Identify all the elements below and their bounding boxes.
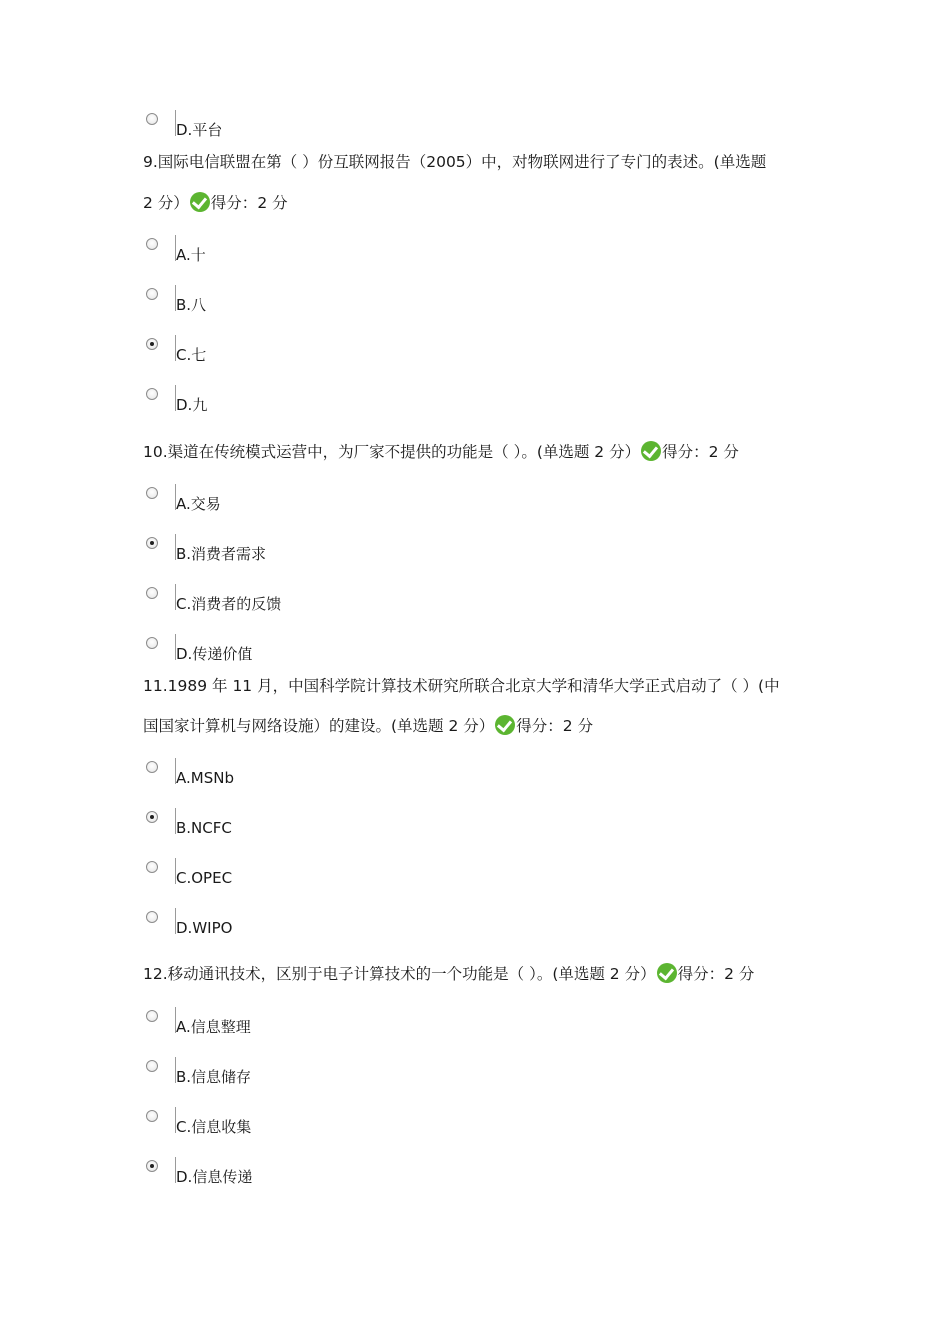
question-9-text-cont [143,192,288,212]
question-11-text-line2: 国国家计算机与网络设施）的建设。(单选题 2 分） [143,717,495,735]
q10-option-b[interactable] [143,534,743,574]
q8-option-d-label: D.平台 [176,121,223,139]
q11-option-c-label: C.OPEC [176,869,233,887]
q10-option-c-label: C.消费者的反馈 [176,595,282,613]
q11-option-c[interactable] [143,858,743,898]
q9-option-c-label: C.七 [176,346,207,364]
question-10-text-line [143,441,739,461]
score-label: 得分： [516,717,563,735]
q11-radio-c[interactable] [146,861,158,873]
q9-option-a-label: A.十 [176,246,206,264]
q12-radio-a[interactable] [146,1010,158,1022]
q12-option-c[interactable] [143,1107,743,1147]
q12-radio-b[interactable] [146,1060,158,1072]
q9-option-b[interactable] [143,285,743,325]
q11-radio-b-selected[interactable] [146,811,158,823]
q8-option-d[interactable] [143,110,743,150]
question-9-text: 9.国际电信联盟在第（ ）份互联网报告（2005）中，对物联网进行了专门的表述。(单选题 [143,153,767,171]
question-12-text-line [143,963,754,983]
q11-option-d[interactable] [143,908,743,948]
q11-option-a[interactable] [143,758,743,798]
q11-option-b-label: B.NCFC [176,819,232,837]
score-label: 得分： [210,194,258,212]
score-value: 2 分 [562,717,594,735]
correct-check-icon [657,963,677,983]
q12-radio-c[interactable] [146,1110,158,1122]
q10-option-d-label: D.传递价值 [176,645,253,663]
q9-radio-d[interactable] [146,388,158,400]
q10-radio-c[interactable] [146,587,158,599]
q11-option-a-label: A.MSNb [176,769,234,787]
q9-option-d[interactable] [143,385,743,425]
q9-radio-a[interactable] [146,238,158,250]
q9-radio-b[interactable] [146,288,158,300]
q11-option-d-label: D.WIPO [176,919,233,937]
q9-option-b-label: B.八 [176,296,207,314]
question-9-text-line2: 2 分） [143,194,189,212]
score-value: 2 分 [724,965,755,983]
q12-option-b-label: B.信息储存 [176,1068,252,1086]
score-value: 2 分 [708,443,739,461]
correct-check-icon [641,441,661,461]
question-11-text: 11.1989 年 11 月，中国科学院计算技术研究所联合北京大学和清华大学正式启动了（ ）(中 [143,677,780,695]
q9-radio-c-selected[interactable] [146,338,158,350]
q12-option-d-label: D.信息传递 [176,1168,253,1186]
q11-radio-a[interactable] [146,761,158,773]
q9-option-d-label: D.九 [176,396,208,414]
question-11-text-cont [143,715,593,735]
score-label: 得分： [677,965,725,983]
q12-option-b[interactable] [143,1057,743,1097]
q8-radio-d[interactable] [146,113,158,125]
correct-check-icon [190,192,210,212]
q12-option-a[interactable] [143,1007,743,1047]
q11-radio-d[interactable] [146,911,158,923]
q12-radio-d-selected[interactable] [146,1160,158,1172]
q10-radio-b-selected[interactable] [146,537,158,549]
q10-option-a-label: A.交易 [176,495,221,513]
q9-option-c[interactable] [143,335,743,375]
q9-option-a[interactable] [143,235,743,275]
q10-option-c[interactable] [143,584,743,624]
question-10-text: 10.渠道在传统模式运营中，为厂家不提供的功能是（ ）。(单选题 2 分） [143,443,641,461]
q12-option-d[interactable] [143,1157,743,1197]
q12-option-c-label: C.信息收集 [176,1118,252,1136]
score-value: 2 分 [257,194,288,212]
q10-option-d[interactable] [143,634,743,674]
q10-radio-d[interactable] [146,637,158,649]
score-label: 得分： [662,443,709,461]
q11-option-b[interactable] [143,808,743,848]
question-12-text: 12.移动通讯技术，区别于电子计算技术的一个功能是（ ）。(单选题 2 分） [143,965,656,983]
correct-check-icon [495,715,515,735]
q10-option-b-label: B.消费者需求 [176,545,267,563]
q12-option-a-label: A.信息整理 [176,1018,251,1036]
q10-radio-a[interactable] [146,487,158,499]
q10-option-a[interactable] [143,484,743,524]
